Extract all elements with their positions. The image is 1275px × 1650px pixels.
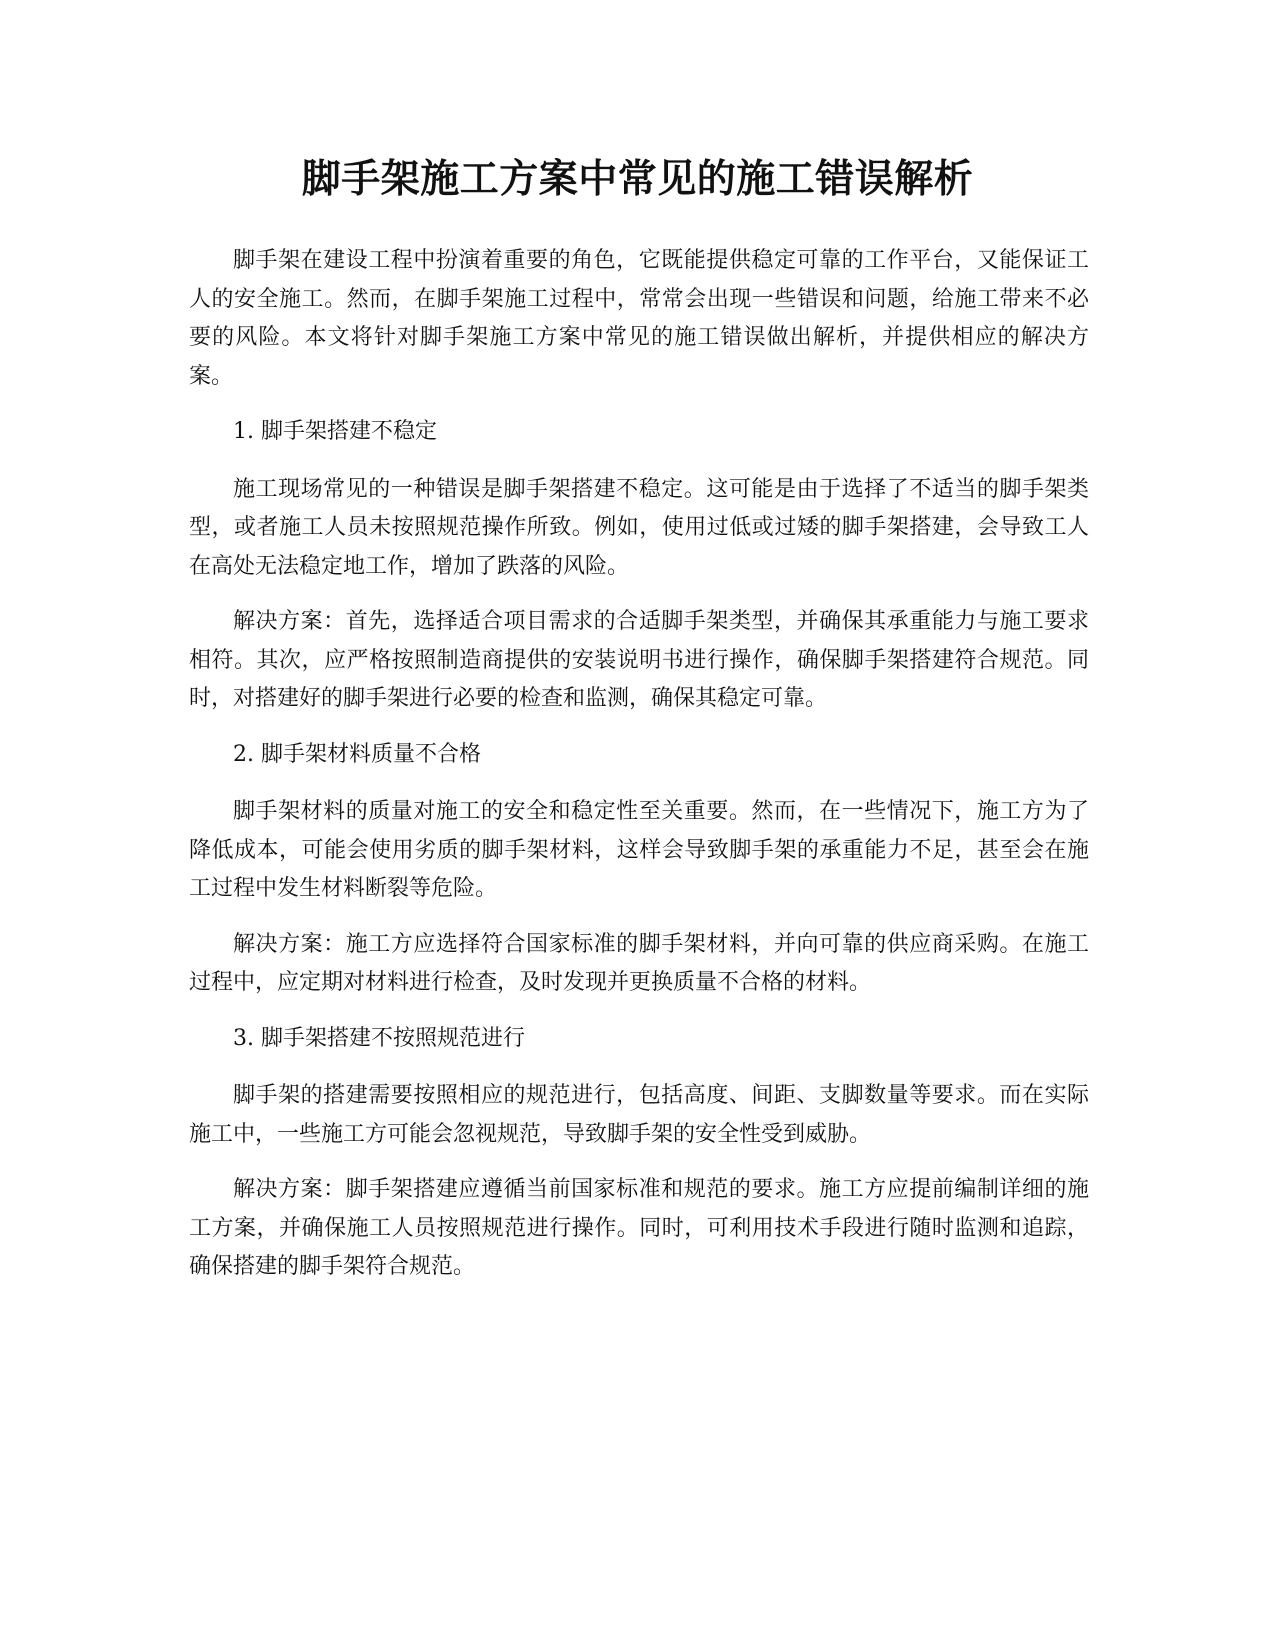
- section-heading-2: 2. 脚手架材料质量不合格: [233, 741, 481, 767]
- section-2-description: 脚手架材料的质量对施工的安全和稳定性至关重要。然而，在一些情况下，施工方为了降低成本，可能会使用劣质的脚手架材料，这样会导致脚手架的承重能力不足，甚至会在施工过程中发生材料断裂等危险。: [189, 799, 1089, 901]
- section-3-solution: 解决方案：脚手架搭建应遵循当前国家标准和规范的要求。施工方应提前编制详细的施工方案，并确保施工人员按照规范进行操作。同时，可利用技术手段进行随时监测和追踪，确保搭建的脚手架符合规范。: [189, 1177, 1089, 1279]
- section-heading-1: 1. 脚手架搭建不稳定: [233, 419, 437, 444]
- intro-paragraph: 脚手架在建设工程中扮演着重要的角色，它既能提供稳定可靠的工作平台，又能保证工人的安全施工。然而，在脚手架施工过程中，常常会出现一些错误和问题，给施工带来不必要的风险。本文将针对脚手架施工方案中常见的施工错误做出解析，并提供相应的解决方案。: [189, 248, 1089, 389]
- section-1-description: 施工现场常见的一种错误是脚手架搭建不稳定。这可能是由于选择了不适当的脚手架类型，或者施工人员未按照规范操作所致。例如，使用过低或过矮的脚手架搭建，会导致工人在高处无法稳定地工作，增加了跌落的风险。: [189, 476, 1089, 579]
- section-2-solution: 解决方案：施工方应选择符合国家标准的脚手架材料，并向可靠的供应商采购。在施工过程中，应定期对材料进行检查，及时发现并更换质量不合格的材料。: [189, 931, 1089, 995]
- section-3-description: 脚手架的搭建需要按照相应的规范进行，包括高度、间距、支脚数量等要求。而在实际施工中，一些施工方可能会忽视规范，导致脚手架的安全性受到威胁。: [189, 1083, 1089, 1147]
- document-body: [189, 242, 1089, 1304]
- section-1-solution: 解决方案：首先，选择适合项目需求的合适脚手架类型，并确保其承重能力与施工要求相符。其次，应严格按照制造商提供的安装说明书进行操作，确保脚手架搭建符合规范。同时，对搭建好的脚手架进行必要的检查和监测，确保其稳定可靠。: [189, 609, 1089, 711]
- section-heading-3: 3. 脚手架搭建不按照规范进行: [233, 1025, 525, 1051]
- document-title: 脚手架施工方案中常见的施工错误解析: [301, 157, 974, 202]
